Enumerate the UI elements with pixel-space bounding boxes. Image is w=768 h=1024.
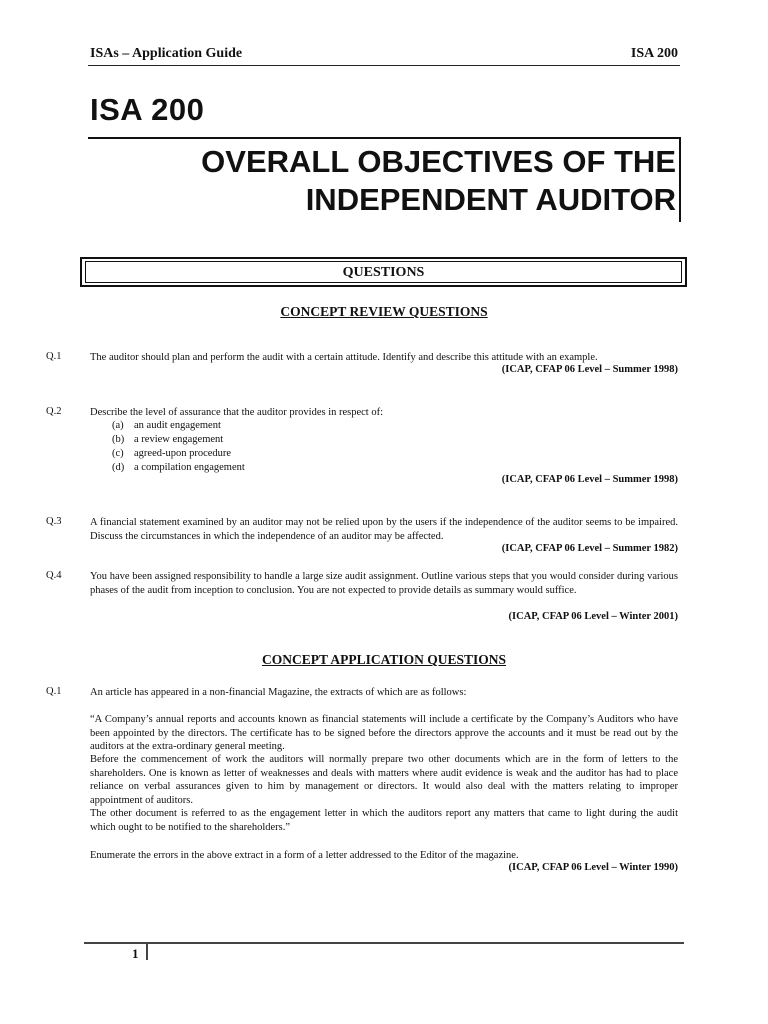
title-vertical-bar — [679, 137, 681, 222]
doc-code: ISA 200 — [90, 92, 205, 127]
review-q3-source: (ICAP, CFAP 06 Level – Summer 1982) — [501, 543, 678, 554]
application-q1-para3: The other document is referred to as the engagement letter in which the auditors report any matters that came to light during the audit which ought to be notified to the shareholders.” — [90, 808, 678, 833]
review-q2-item-text: agreed-upon procedure — [134, 448, 232, 459]
review-q3-text: A financial statement examined by an auditor may not be relied upon by the users if the independence of the auditor seems to be impaired. Discuss the circumstances in which the independence of an auditor may be affected. — [90, 517, 678, 542]
review-q2-item-label: (c) — [112, 448, 124, 459]
header-right: ISA 200 — [630, 46, 678, 61]
review-q2-text: Describe the level of assurance that the auditor provides in respect of: — [90, 407, 384, 418]
header-rule — [88, 65, 680, 66]
questions-box — [80, 257, 687, 287]
application-q1-intro: An article has appeared in a non-financial Magazine, the extracts of which are as follows: — [90, 687, 467, 698]
page-number-bar — [146, 942, 148, 960]
review-q2-item-text: an audit engagement — [134, 420, 221, 431]
review-q1-number: Q.1 — [46, 351, 62, 362]
page-number: 1 — [132, 946, 139, 961]
review-q2-item-text: a review engagement — [134, 434, 224, 445]
application-q1-para2: Before the commencement of work the auditors will normally prepare two other documents which are in the form of letters to the shareholders. One is known as letter of weaknesses and deals with matters where audit evidence is weak and the auditor has had to place reliance on verbal assurances given to him by management or directors. It would also deal with the matters relating to improper appointment of auditors. — [90, 754, 678, 806]
title-rule — [88, 137, 680, 139]
review-q2-item-text: a compilation engagement — [134, 462, 245, 473]
application-q1-number: Q.1 — [46, 686, 62, 697]
header-left: ISAs – Application Guide — [90, 46, 243, 61]
review-q4-source: (ICAP, CFAP 06 Level – Winter 2001) — [508, 611, 678, 622]
review-q4-text: You have been assigned responsibility to handle a large size audit assignment. Outline various steps that you would consider during various phases of the audit from inception to conclusion. You are not expected to provide details as summary would suffice. — [90, 571, 678, 596]
questions-heading: QUESTIONS — [85, 261, 682, 283]
review-q2-source: (ICAP, CFAP 06 Level – Summer 1998) — [501, 474, 678, 485]
page-title-line1: OVERALL OBJECTIVES OF THE — [201, 144, 676, 179]
application-q1-source: (ICAP, CFAP 06 Level – Winter 1990) — [508, 862, 678, 873]
review-q4-number: Q.4 — [46, 570, 62, 581]
review-q1-source: (ICAP, CFAP 06 Level – Summer 1998) — [501, 364, 678, 375]
review-q3-number: Q.3 — [46, 516, 62, 527]
review-q1-text: The auditor should plan and perform the audit with a certain attitude. Identify and describe this attitude with an example. — [90, 352, 598, 363]
review-q2-item-label: (d) — [112, 462, 125, 473]
page-title-line2: INDEPENDENT AUDITOR — [305, 182, 676, 217]
application-q1-para1: “A Company’s annual reports and accounts known as financial statements will include a certificate by the Company’s Auditors who have been appointed by the directors. The certificate has to be signed before the directors approve the accounts and it must be read out by the auditors at the extra-ordinary general meeting. — [90, 714, 678, 752]
application-q1-task: Enumerate the errors in the above extract in a form of a letter addressed to the Editor of the magazine. — [90, 850, 519, 861]
footer-rule — [84, 942, 684, 944]
review-q2-item-label: (b) — [112, 434, 125, 445]
review-q2-item-label: (a) — [112, 420, 124, 431]
review-q2-number: Q.2 — [46, 406, 62, 417]
application-heading: CONCEPT APPLICATION QUESTIONS — [261, 652, 507, 667]
review-heading: CONCEPT REVIEW QUESTIONS — [280, 304, 488, 319]
